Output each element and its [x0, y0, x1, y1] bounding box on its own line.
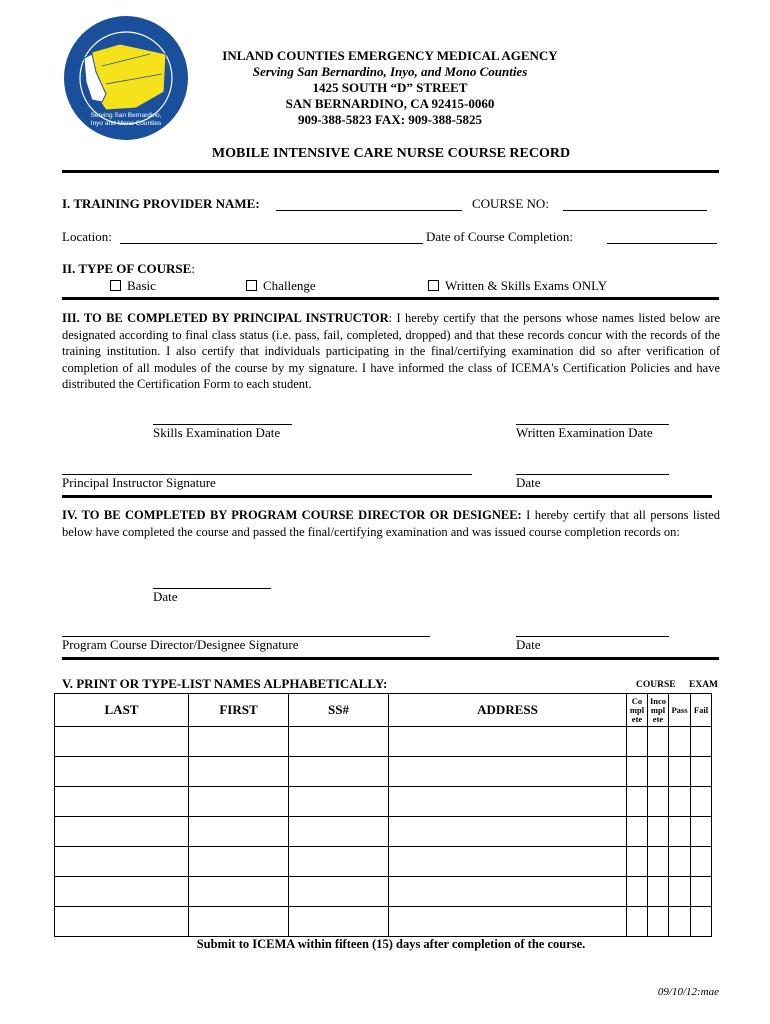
roster-cell-complete[interactable]: [627, 787, 648, 817]
course-group-label: COURSE: [636, 680, 676, 690]
roster-cell-incomplete[interactable]: [648, 907, 669, 937]
section2-rule: [62, 297, 719, 300]
section4-text: I hereby certify that all persons listed below have completed the course and passed the final/certifying examination and was issued course completion records on:: [62, 508, 720, 539]
roster-cell-address[interactable]: [389, 907, 627, 937]
option-written-skills[interactable]: [428, 278, 607, 294]
provider-name-field[interactable]: [276, 198, 462, 211]
instructor-signature-field[interactable]: [62, 464, 472, 475]
roster-header-row: [55, 694, 712, 727]
roster-cell-address[interactable]: [389, 817, 627, 847]
completion-records-date-label: Date: [153, 589, 178, 604]
roster-cell-ssn[interactable]: [289, 847, 389, 877]
agency-street: 1425 SOUTH “D” STREET: [312, 80, 468, 95]
completion-date-label: Date of Course Completion:: [426, 229, 573, 244]
exam-group-label: EXAM: [689, 680, 719, 690]
roster-cell-incomplete[interactable]: [648, 757, 669, 787]
provider-row: [62, 196, 260, 212]
roster-cell-first[interactable]: [189, 907, 289, 937]
roster-cell-complete[interactable]: [627, 817, 648, 847]
roster-cell-first[interactable]: [189, 877, 289, 907]
instructor-date-field[interactable]: [516, 464, 669, 475]
roster-cell-incomplete[interactable]: [648, 787, 669, 817]
roster-cell-last[interactable]: [55, 877, 189, 907]
challenge-checkbox[interactable]: [246, 280, 257, 291]
location-label: Location:: [62, 229, 112, 244]
instructor-date-label: Date: [516, 475, 541, 490]
roster-cell-address[interactable]: [389, 847, 627, 877]
section3-rule: [62, 495, 712, 498]
roster-cell-ssn[interactable]: [289, 727, 389, 757]
roster-cell-pass[interactable]: [669, 757, 691, 787]
table-row: [55, 847, 712, 877]
roster-cell-first[interactable]: [189, 817, 289, 847]
written-exam-date-label: Written Examination Date: [516, 425, 653, 440]
completion-date-field[interactable]: [607, 231, 717, 244]
roster-cell-fail[interactable]: [691, 787, 712, 817]
col-pass: Pass: [669, 694, 691, 727]
table-row: [55, 787, 712, 817]
table-row: [55, 907, 712, 937]
roster-cell-incomplete[interactable]: [648, 847, 669, 877]
roster-cell-first[interactable]: [189, 847, 289, 877]
roster-cell-address[interactable]: [389, 757, 627, 787]
roster-cell-pass[interactable]: [669, 907, 691, 937]
roster-cell-fail[interactable]: [691, 907, 712, 937]
director-date-label: Date: [516, 637, 541, 652]
roster-heading: V. PRINT OR TYPE-LIST NAMES ALPHABETICALLY:: [62, 676, 388, 691]
written-skills-checkbox[interactable]: [428, 280, 439, 291]
section3-text: : I hereby certify that the persons whose names listed below are designated according to final class status (i.e. pass, fail, completed, dropped) and that these records concur with the records of the training institution. I also certify that individuals participating in the final/certifying examination did so after verification of completion of all modules of the course by my signature. I have informed the class of ICEMA's Certification Policies and have distributed the Certification Form to each student.: [62, 311, 720, 391]
roster-cell-fail[interactable]: [691, 727, 712, 757]
roster-cell-complete[interactable]: [627, 727, 648, 757]
option-basic[interactable]: [110, 278, 156, 294]
roster-cell-complete[interactable]: [627, 847, 648, 877]
course-type-heading: II. TYPE OF COURSE:: [62, 261, 195, 276]
roster-cell-fail[interactable]: [691, 817, 712, 847]
instructor-signature-label: Principal Instructor Signature: [62, 475, 216, 490]
skills-exam-date-label: Skills Examination Date: [153, 425, 281, 440]
revision-code: 09/10/12:mae: [657, 986, 719, 998]
course-no-field[interactable]: [563, 198, 707, 211]
provider-label: I. TRAINING PROVIDER NAME:: [62, 196, 260, 211]
director-date-field[interactable]: [516, 626, 669, 637]
skills-exam-date-field[interactable]: [153, 414, 292, 425]
submit-note: Submit to ICEMA within fifteen (15) days after completion of the course.: [196, 937, 586, 951]
roster-cell-complete[interactable]: [627, 757, 648, 787]
col-last: LAST: [55, 694, 189, 727]
roster-cell-last[interactable]: [55, 907, 189, 937]
written-skills-label: Written & Skills Exams ONLY: [445, 278, 608, 293]
roster-cell-incomplete[interactable]: [648, 817, 669, 847]
location-field[interactable]: [120, 231, 423, 244]
col-fail: Fail: [691, 694, 712, 727]
section3-heading: III. TO BE COMPLETED BY PRINCIPAL INSTRUCTOR: [62, 311, 389, 325]
roster-cell-ssn[interactable]: [289, 877, 389, 907]
form-title: MOBILE INTENSIVE CARE NURSE COURSE RECORD: [211, 146, 571, 161]
roster-cell-pass[interactable]: [669, 787, 691, 817]
basic-label: Basic: [127, 278, 156, 293]
table-row: [55, 757, 712, 787]
title-rule: [62, 170, 719, 173]
instructor-certification: [62, 310, 720, 393]
col-address: ADDRESS: [389, 694, 627, 727]
roster-cell-complete[interactable]: [627, 877, 648, 907]
roster-cell-first[interactable]: [189, 787, 289, 817]
table-row: [55, 727, 712, 757]
agency-name: INLAND COUNTIES EMERGENCY MEDICAL AGENCY: [222, 48, 558, 63]
roster-cell-last[interactable]: [55, 847, 189, 877]
roster-cell-ssn[interactable]: [289, 817, 389, 847]
roster-cell-complete[interactable]: [627, 907, 648, 937]
roster-table: [54, 693, 712, 937]
roster-cell-last[interactable]: [55, 727, 189, 757]
roster-cell-ssn[interactable]: [289, 757, 389, 787]
roster-cell-pass[interactable]: [669, 817, 691, 847]
roster-body: [55, 727, 712, 937]
agency-phone: 909-388-5823 FAX: 909-388-5825: [298, 112, 482, 127]
roster-cell-fail[interactable]: [691, 757, 712, 787]
roster-cell-fail[interactable]: [691, 847, 712, 877]
roster-cell-pass[interactable]: [669, 877, 691, 907]
logo-inner-text-2: Inyo and Mono Counties: [90, 120, 162, 127]
logo-inner-text-1: Serving San Bernardino,: [90, 112, 162, 119]
section4-heading: IV. TO BE COMPLETED BY PROGRAM COURSE DIRECTOR OR DESIGNEE:: [62, 508, 522, 522]
roster-cell-last[interactable]: [55, 787, 189, 817]
roster-cell-last[interactable]: [55, 817, 189, 847]
course-no-label: COURSE NO:: [472, 196, 549, 211]
col-ssn: SS#: [289, 694, 389, 727]
roster-cell-last[interactable]: [55, 757, 189, 787]
roster-cell-incomplete[interactable]: [648, 727, 669, 757]
roster-cell-incomplete[interactable]: [648, 877, 669, 907]
challenge-label: Challenge: [263, 278, 316, 293]
written-exam-date-field[interactable]: [516, 414, 669, 425]
roster-cell-address[interactable]: [389, 877, 627, 907]
director-signature-field[interactable]: [62, 626, 430, 637]
completion-records-date-field[interactable]: [153, 578, 271, 589]
roster-cell-first[interactable]: [189, 727, 289, 757]
table-row: [55, 817, 712, 847]
col-incomplete: Inco mpl ete: [648, 694, 669, 727]
roster-cell-pass[interactable]: [669, 847, 691, 877]
roster-cell-address[interactable]: [389, 787, 627, 817]
roster-cell-ssn[interactable]: [289, 907, 389, 937]
table-row: [55, 877, 712, 907]
director-signature-label: Program Course Director/Designee Signature: [62, 637, 299, 652]
roster-cell-ssn[interactable]: [289, 787, 389, 817]
roster-cell-address[interactable]: [389, 727, 627, 757]
basic-checkbox[interactable]: [110, 280, 121, 291]
roster-cell-fail[interactable]: [691, 877, 712, 907]
option-challenge[interactable]: [246, 278, 316, 294]
roster-cell-pass[interactable]: [669, 727, 691, 757]
agency-serving: Serving San Bernardino, Inyo, and Mono Counties: [252, 64, 528, 79]
col-complete: Co mpl ete: [627, 694, 648, 727]
director-certification: [62, 507, 720, 540]
col-first: FIRST: [189, 694, 289, 727]
section4-rule: [62, 657, 719, 660]
agency-city: SAN BERNARDINO, CA 92415-0060: [285, 96, 495, 111]
roster-cell-first[interactable]: [189, 757, 289, 787]
